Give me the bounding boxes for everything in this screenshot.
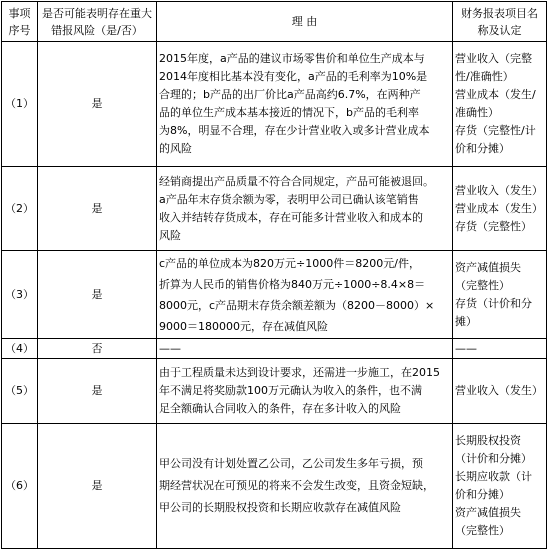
header-text: 事项 — [8, 6, 31, 20]
item-line: 营业收入（完整 — [455, 52, 532, 65]
reason-cell — [157, 167, 453, 251]
risk-cell: 是 — [38, 42, 157, 167]
table-row — [2, 339, 547, 359]
reason-line: 品的单位生产成本基本接近的情况下，b产品的毛利率 — [159, 106, 419, 119]
risk-assessment-table — [1, 1, 547, 549]
item-no-cell: （3） — [2, 251, 38, 339]
item-line: 价和分摊） — [455, 488, 510, 501]
reason-line: 足全额确认合同收入的条件，存在多计收入的风险 — [159, 402, 401, 415]
risk-cell: 是 — [38, 424, 157, 549]
table-row — [2, 251, 547, 339]
item-line: （计价和分摊） — [455, 452, 532, 465]
item-line: 存货（完整性） — [455, 219, 532, 233]
reason-line: 的风险 — [159, 142, 192, 155]
header-reason — [157, 2, 453, 42]
item-line: 摊） — [455, 314, 477, 328]
reason-cell — [157, 251, 453, 339]
reason-line: 合理的；b产品的出厂价比a产品高约6.7%，在两种产 — [159, 88, 421, 101]
items-cell — [453, 424, 547, 549]
header-risk — [38, 2, 157, 42]
table-row — [2, 167, 547, 251]
reason-line: 2014年度相比基本没有变化，a产品的毛利率为10%是 — [159, 70, 428, 83]
header-text: 理 由 — [291, 15, 318, 28]
reason-line: 年不满足将奖励款100万元确认为收入的条件，也不满 — [159, 384, 422, 397]
item-no-cell: （2） — [2, 167, 38, 251]
reason-line: 经销商提出产品质量不符合合同规定，产品可能被退回。 — [159, 174, 434, 188]
reason-line: 8000元，c产品期末存货余额差额为（8200－8000）× — [159, 298, 435, 312]
item-line: 价和分摊） — [455, 142, 510, 155]
items-cell — [453, 251, 547, 339]
reason-line: 甲公司没有计划处置乙公司，乙公司发生多年亏损，预 — [159, 457, 423, 470]
header-text: 称及认定 — [477, 23, 522, 37]
item-no-cell: （5） — [2, 359, 38, 424]
items-cell — [453, 359, 547, 424]
reason-line: 甲公司的长期股权投资和长期应收款存在减值风险 — [159, 501, 401, 514]
items-cell — [453, 167, 547, 251]
header-text: 错报风险（是/否） — [51, 23, 143, 37]
header-text: 是否可能表明存在重大 — [42, 6, 152, 20]
item-line: 长期应收款（计 — [455, 470, 532, 483]
reason-line: 为8%，明显不合理，存在少计营业收入或多计营业成本 — [159, 124, 430, 137]
item-line: —— — [455, 341, 477, 355]
reason-line: 期经营状况在可预见的将来不会发生改变，且资金短缺， — [159, 479, 434, 492]
reason-line: 风险 — [159, 228, 181, 242]
item-line: 营业成本（发生/ — [455, 88, 536, 101]
risk-cell: 是 — [38, 359, 157, 424]
reason-line: 9000＝180000元，存在减值风险 — [159, 319, 328, 333]
risk-cell: 是 — [38, 251, 157, 339]
header-items — [453, 2, 547, 42]
reason-line: —— — [159, 341, 181, 355]
header-row — [2, 2, 547, 42]
table-row — [2, 424, 547, 549]
item-line: 营业收入（发生） — [455, 384, 543, 397]
item-line: 营业成本（发生） — [455, 201, 543, 215]
item-line: 性/准确性） — [455, 70, 514, 83]
item-line: 存货（完整性/计 — [455, 124, 536, 137]
reason-line: a产品年末存货余额为零，表明甲公司已确认该笔销售 — [159, 192, 419, 206]
table-row — [2, 42, 547, 167]
item-line: 存货（计价和分 — [455, 296, 532, 310]
item-line: 资产减值损失 — [455, 506, 521, 519]
item-no-cell: （1） — [2, 42, 38, 167]
item-line: （完整性） — [455, 524, 510, 537]
risk-cell: 否 — [38, 339, 157, 359]
header-item-no — [2, 2, 38, 42]
table-row — [2, 359, 547, 424]
item-line: 资产减值损失 — [455, 260, 521, 274]
reason-cell — [157, 424, 453, 549]
header-text: 财务报表项目名 — [461, 6, 538, 20]
header-text: 序号 — [8, 23, 31, 37]
reason-line: c产品的单位成本为820万元÷1000件＝8200元/件， — [159, 256, 420, 270]
item-line: 长期股权投资 — [455, 434, 521, 447]
reason-cell — [157, 339, 453, 359]
reason-cell — [157, 42, 453, 167]
reason-line: 由于工程质量未达到设计要求，还需进一步施工，在2015 — [159, 366, 440, 379]
item-no-cell: （4） — [2, 339, 38, 359]
reason-line: 折算为人民币的销售价格为840万元÷1000÷8.4×8＝ — [159, 277, 426, 291]
reason-cell — [157, 359, 453, 424]
risk-cell: 是 — [38, 167, 157, 251]
item-no-cell: （6） — [2, 424, 38, 549]
item-line: 准确性） — [455, 106, 499, 119]
items-cell — [453, 42, 547, 167]
item-line: 营业收入（发生） — [455, 183, 543, 197]
reason-line: 收入并结转存货成本，存在可能多计营业收入和成本的 — [159, 210, 423, 224]
reason-line: 2015年度，a产品的建议市场零售价和单位生产成本与 — [159, 52, 425, 65]
item-line: （完整性） — [455, 278, 510, 292]
items-cell — [453, 339, 547, 359]
